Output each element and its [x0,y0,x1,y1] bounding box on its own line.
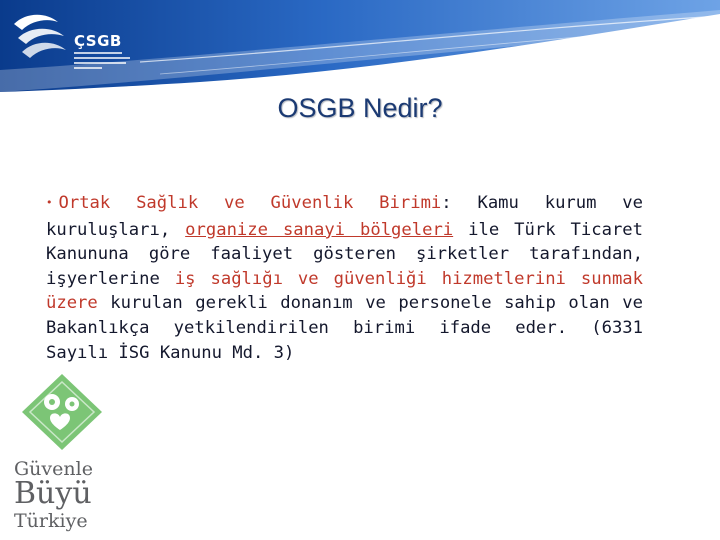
logo-line-guvenle: Güvenle [14,458,93,480]
guvenle-buyu-turkiye-logo [14,372,114,534]
diamond-emblem-icon [14,372,114,454]
underlined-term: organize sanayi bölgeleri [185,219,454,240]
csgb-logo [8,8,128,72]
bullet-icon: • [46,196,53,209]
paragraph-text-2: ile Türk Ticaret Kanununa göre faaliyet gösteren şirketler tarafından, işyerlerine [46,219,643,289]
header-band [0,0,720,92]
logo-text: ÇSGB [74,32,122,50]
highlighted-phrase: iş sağlığı ve güvenliği hizmetlerini sunmak üzere [46,268,643,314]
bullet-lead-term: Ortak Sağlık ve Güvenlik Birimi [58,193,442,213]
definition-paragraph [46,191,643,365]
logo-line-buyu: Büyü [14,476,92,511]
paragraph-text-3: kurulan gerekli donanım ve personele sahip olan ve Bakanlıkça yetkilendirilen birimi ifade eder. (6331 Sayılı İSG Kanunu Md. 3) [46,293,643,363]
colon: : [441,193,452,213]
paragraph-text-1: Kamu kurum ve kuruluşları, [46,193,644,240]
logo-subtitle-lines [74,52,134,70]
ministry-emblem-icon [8,8,72,60]
slide-title: OSGB Nedir? [277,93,443,123]
logo-line-turkiye: Türkiye [14,510,88,532]
